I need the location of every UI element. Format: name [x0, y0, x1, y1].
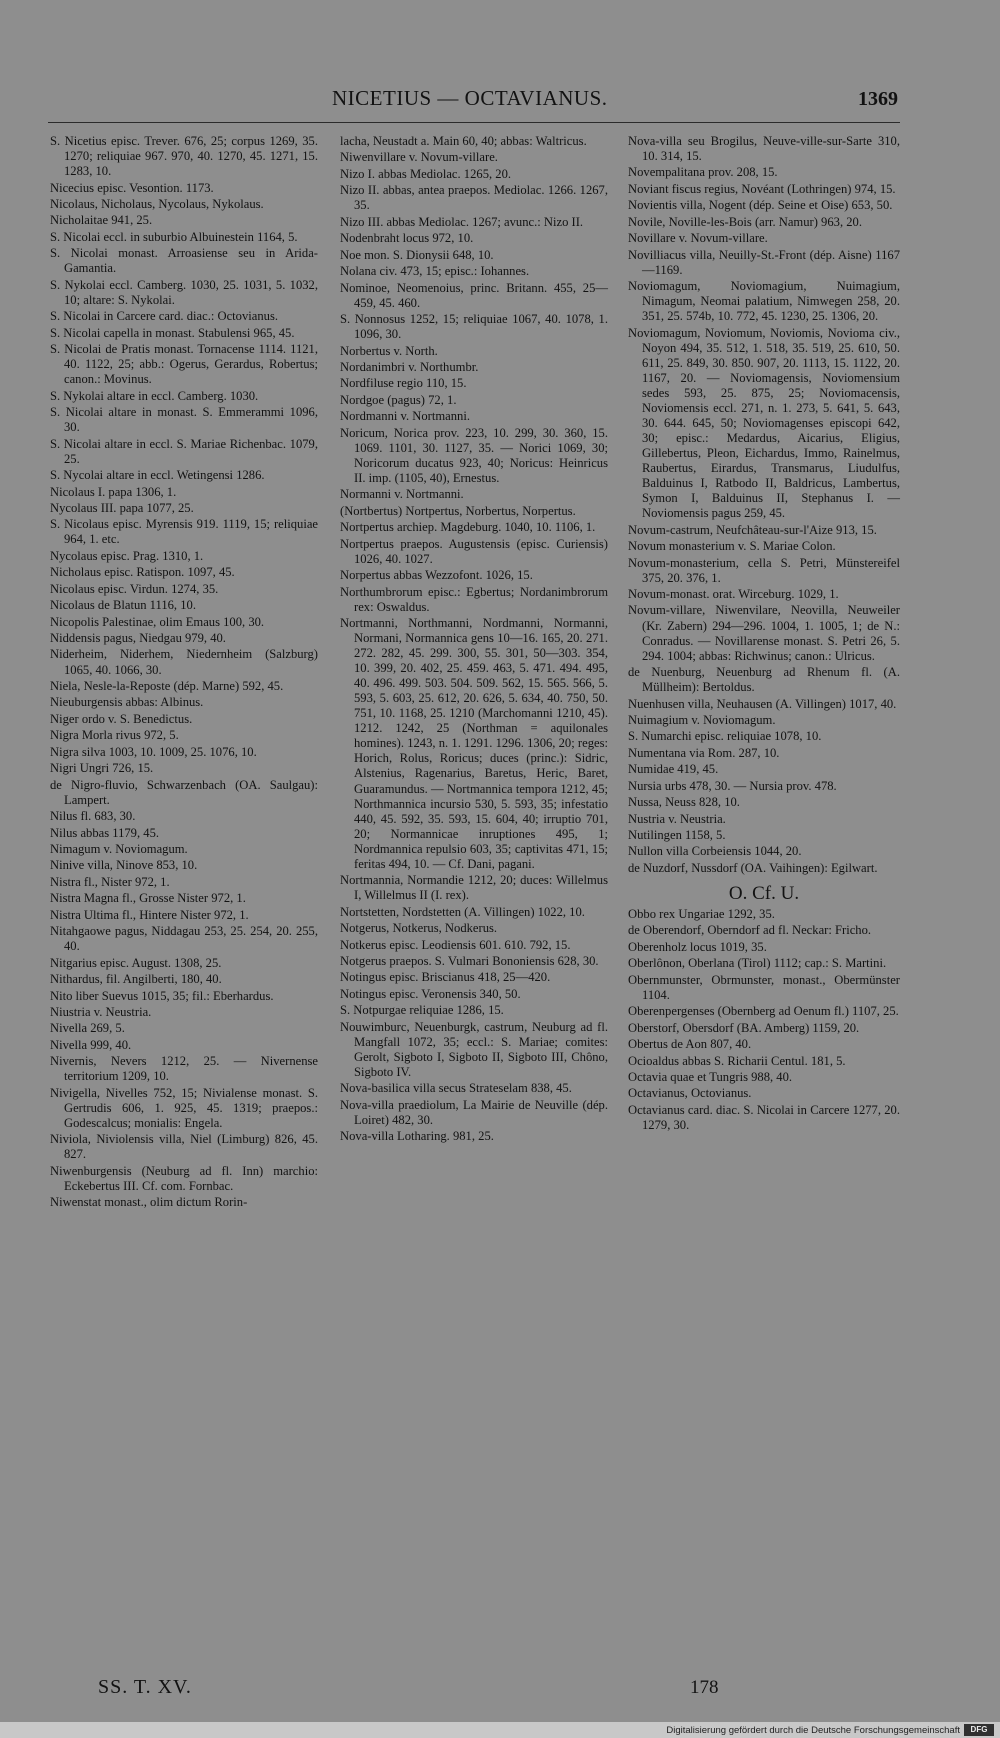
- index-entry: Nutilingen 1158, 5.: [628, 828, 726, 843]
- index-entry: Nistra fl., Nister 972, 1.: [50, 874, 170, 889]
- index-entry: de Nuenburg, Neuenburg ad Rhenum fl. (A. Müllheim): Bertoldus.: [628, 665, 900, 695]
- index-column-1: [50, 134, 318, 1212]
- index-entry: Nominoe, Neomenoius, princ. Britann. 455, 25—459, 45. 460.: [340, 280, 608, 310]
- index-entry: S. Nicolaus episc. Myrensis 919. 1119, 15; reliquiae 964, 1. etc.: [50, 517, 318, 547]
- index-entry: (Nortbertus) Nortpertus, Norbertus, Norpertus.: [340, 503, 576, 518]
- index-column-2: [340, 134, 608, 1146]
- index-entry: Nitahgaowe pagus, Niddagau 253, 25. 254, 20. 255, 40.: [50, 924, 318, 954]
- index-entry: Octavia quae et Tungris 988, 40.: [628, 1070, 793, 1084]
- index-entry: Nivernis, Nevers 1212, 25. — Nivernense territorium 1209, 10.: [50, 1054, 318, 1084]
- index-entry: Notgerus praepos. S. Vulmari Bononiensis 628, 30.: [340, 953, 599, 968]
- sheet-number: 178: [690, 1677, 719, 1698]
- index-entry: S. Nicolai monast. Arroasiense seu in Arida-Gamantia.: [50, 246, 318, 276]
- index-entry: Nordgoe (pagus) 72, 1.: [340, 392, 457, 407]
- index-entry: S. Nicolai eccl. in suburbio Albuinestein 1164, 5.: [50, 229, 298, 244]
- index-entry: Noricum, Norica prov. 223, 10. 299, 30. 360, 15. 1069. 1101, 30. 1127, 35. — Norici 1069, 30; Noricorum ducatus 923, 40; Noricus: Heinricus II. imp. (1105, 40), Ernestus.: [340, 425, 608, 485]
- index-entry: S. Nykolai eccl. Camberg. 1030, 25. 1031, 5. 1032, 10; altare: S. Nykolai.: [50, 277, 318, 307]
- index-entry: S. Nycolai altare in eccl. Wetingensi 1286.: [50, 468, 265, 483]
- index-entry: S. Numarchi episc. reliquiae 1078, 10.: [628, 729, 822, 744]
- index-entry: Nicolaus I. papa 1306, 1.: [50, 484, 177, 499]
- index-entry: Nortmannia, Normandie 1212, 20; duces: Willelmus I, Willelmus II (I. rex).: [340, 873, 608, 903]
- index-entry: Noviomagum, Noviomagium, Nuimagium, Nimagum, Neomai palatium, Nimwegen 258, 20. 351, 25. 574b, 10. 772, 45. 1230, 25. 1306, 20.: [628, 279, 900, 324]
- index-entry: Obernmunster, Obrmunster, monast., Obermünster 1104.: [628, 972, 900, 1002]
- index-entry: S. Nonnosus 1252, 15; reliquiae 1067, 40. 1078, 1. 1096, 30.: [340, 312, 608, 342]
- index-entry: Nithardus, fil. Angilberti, 180, 40.: [50, 972, 222, 987]
- index-entry: Octavianus, Octovianus.: [628, 1086, 752, 1101]
- index-entry: Nizo I. abbas Mediolac. 1265, 20.: [340, 166, 512, 181]
- index-entry: Nycolaus III. papa 1077, 25.: [50, 500, 194, 515]
- index-entry: Nito liber Suevus 1015, 35; fil.: Eberhardus.: [50, 988, 274, 1003]
- index-entry: Nullon villa Corbeiensis 1044, 20.: [628, 844, 802, 859]
- index-entry: Novilliacus villa, Neuilly-St.-Front (dép. Aisne) 1167—1169.: [628, 247, 900, 277]
- index-entry: de Nuzdorf, Nussdorf (OA. Vaihingen): Egilwart.: [628, 860, 878, 875]
- index-entry: Nuimagium v. Noviomagum.: [628, 712, 776, 727]
- index-entry: Nodenbraht locus 972, 10.: [340, 231, 474, 246]
- funding-credit: Digitalisierung gefördert durch die Deutsche Forschungsgemeinschaft: [666, 1725, 960, 1736]
- index-entry: Nortpertus praepos. Augustensis (episc. Curiensis) 1026, 40. 1027.: [340, 536, 608, 566]
- index-column-3: [628, 134, 900, 1134]
- page-number: 1369: [858, 88, 898, 110]
- index-entry: Nussa, Neuss 828, 10.: [628, 795, 740, 810]
- index-entry: S. Nicolai altare in monast. S. Emmerammi 1096, 30.: [50, 405, 318, 435]
- index-entry: Norpertus abbas Wezzofont. 1026, 15.: [340, 568, 533, 583]
- index-entry: Nova-villa praediolum, La Mairie de Neuville (dép. Loiret) 482, 30.: [340, 1097, 608, 1127]
- index-entry: Nilus fl. 683, 30.: [50, 809, 136, 824]
- index-entry: S. Nicolai altare in eccl. S. Mariae Richenbac. 1079, 25.: [50, 436, 318, 466]
- index-entry: Octavianus card. diac. S. Nicolai in Carcere 1277, 20. 1279, 30.: [628, 1102, 900, 1132]
- index-entry: Ocioaldus abbas S. Richarii Centul. 181, 5.: [628, 1053, 846, 1068]
- index-entry: Nitgarius episc. August. 1308, 25.: [50, 955, 222, 970]
- index-entry: Obertus de Aon 807, 40.: [628, 1037, 752, 1052]
- index-entry: Nordanimbri v. Northumbr.: [340, 359, 479, 374]
- signature-mark: SS. T. XV.: [98, 1676, 192, 1698]
- index-entry: Nordfiluse regio 110, 15.: [340, 376, 467, 391]
- index-entry: Niela, Nesle-la-Reposte (dép. Marne) 592, 45.: [50, 678, 284, 693]
- index-entry: Niwenburgensis (Neuburg ad fl. Inn) marchio: Eckebertus III. Cf. com. Fornbac.: [50, 1163, 318, 1193]
- index-entry: Nizo II. abbas, antea praepos. Mediolac. 1266. 1267, 35.: [340, 183, 608, 213]
- index-entry: Novum-monasterium, cella S. Petri, Münstereifel 375, 20. 376, 1.: [628, 555, 900, 585]
- index-entry: Nordmanni v. Nortmanni.: [340, 409, 470, 424]
- index-entry: S. Nicolai capella in monast. Stabulensi 965, 45.: [50, 325, 295, 340]
- index-entry: Nolana civ. 473, 15; episc.: Iohannes.: [340, 264, 530, 279]
- index-entry: Nustria v. Neustria.: [628, 811, 726, 826]
- index-entry: Nicholaitae 941, 25.: [50, 213, 153, 228]
- index-entry: Numidae 419, 45.: [628, 762, 719, 777]
- index-entry: S. Nicolai de Pratis monast. Tornacense 1114. 1121, 40. 1122, 25; abb.: Ogerus, Gerardus, Robertus; canon.: Movinus.: [50, 342, 318, 387]
- index-entry: Niustria v. Neustria.: [50, 1004, 152, 1019]
- index-entry: Notgerus, Notkerus, Nodkerus.: [340, 921, 498, 936]
- index-entry: Novientis villa, Nogent (dép. Seine et Oise) 653, 50.: [628, 198, 893, 213]
- index-entry: Nilus abbas 1179, 45.: [50, 825, 160, 840]
- index-entry: Novum monasterium v. S. Mariae Colon.: [628, 539, 836, 554]
- index-entry: Nouwimburc, Neuenburgk, castrum, Neuburg ad fl. Mangfall 1072, 35; eccl.: S. Mariae; comites: Gerolt, Sigboto I, Sigboto II, Sigboto III, Chôno, Sigboto IV.: [340, 1019, 608, 1079]
- index-entry: de Nigro-fluvio, Schwarzenbach (OA. Saulgau): Lampert.: [50, 777, 318, 807]
- index-entry: Nistra Ultima fl., Hintere Nister 972, 1.: [50, 907, 249, 922]
- index-entry: Nimagum v. Noviomagum.: [50, 841, 188, 856]
- index-entry: Nicecius episc. Vesontion. 1173.: [50, 180, 214, 195]
- index-entry: Normanni v. Nortmanni.: [340, 487, 464, 502]
- index-entry: Nieuburgensis abbas: Albinus.: [50, 695, 204, 710]
- index-entry: Norbertus v. North.: [340, 343, 438, 358]
- index-entry: Nova-villa seu Brogilus, Neuve-ville-sur-Sarte 310, 10. 314, 15.: [628, 134, 900, 164]
- index-entry: Niviola, Niviolensis villa, Niel (Limburg) 826, 45. 827.: [50, 1132, 318, 1162]
- index-entry: Nursia urbs 478, 30. — Nursia prov. 478.: [628, 778, 837, 793]
- index-entry: Novum-monast. orat. Wirceburg. 1029, 1.: [628, 587, 839, 602]
- index-entry: Oberlônon, Oberlana (Tirol) 1112; cap.: S. Martini.: [628, 956, 887, 971]
- index-entry: Niddensis pagus, Niedgau 979, 40.: [50, 631, 226, 646]
- index-entry: Oberenholz locus 1019, 35.: [628, 939, 767, 954]
- index-entry: Notkerus episc. Leodiensis 601. 610. 792, 15.: [340, 937, 571, 952]
- index-entry: de Oberendorf, Oberndorf ad fl. Neckar: Fricho.: [628, 923, 872, 938]
- index-entry: Oberstorf, Obersdorf (BA. Amberg) 1159, 20.: [628, 1020, 860, 1035]
- index-entry: Notingus episc. Veronensis 340, 50.: [340, 986, 521, 1001]
- index-entry: Novile, Noville-les-Bois (arr. Namur) 963, 20.: [628, 214, 862, 229]
- index-entry: Niger ordo v. S. Benedictus.: [50, 711, 193, 726]
- section-letter-heading: O. Cf. U.: [728, 882, 800, 904]
- index-entry: Nortstetten, Nordstetten (A. Villingen) 1022, 10.: [340, 904, 585, 919]
- index-entry: Novempalitana prov. 208, 15.: [628, 165, 778, 180]
- index-entry: Obbo rex Ungariae 1292, 35.: [628, 907, 775, 922]
- index-entry: Nivella 269, 5.: [50, 1021, 125, 1036]
- index-entry: S. Nykolai altare in eccl. Camberg. 1030.: [50, 388, 259, 403]
- index-entry: Niwenstat monast., olim dictum Rorin-: [50, 1195, 248, 1210]
- running-title: NICETIUS — OCTAVIANUS.: [332, 86, 608, 110]
- index-entry: Novum-castrum, Neufchâteau-sur-l'Aize 913, 15.: [628, 522, 877, 537]
- index-entry: S. Notpurgae reliquiae 1286, 15.: [340, 1003, 504, 1018]
- index-entry: Nivigella, Nivelles 752, 15; Nivialense monast. S. Gertrudis 606, 1. 925, 45. 1319; praepos.: Godescalcus; monialis: Engela.: [50, 1085, 318, 1130]
- index-entry: Noviomagum, Noviomum, Noviomis, Novioma civ., Noyon 494, 35. 512, 1. 518, 35. 519, 25. 610, 50. 611, 25. 849, 30. 850. 907, 20. 1113, 15. 1122, 20. 1167, 20. — Noviomagensis, Noviomensium sedes 593, 25. 875, 25; Noviomacensis, Noviomensis eccl. 271, n. 1. 273, 5. 641, 5. 643, 30. 644. 645, 50; Noviomagenses episcopi 642, 30; episc.: Medardus, Aicarius, Eligius, Gillebertus, Pleon, Eichardus, Immo, Rainelmus, Raubertus, Eirardus, Transmarus, Liudulfus, Balduinus I, Ratbodo II, Baldricus, Lambertus, Symon I, Balduinus II, Stephanus I. — Noviomensis pagus 259, 45.: [628, 325, 900, 521]
- index-entry: Niwenvillare v. Novum-villare.: [340, 150, 498, 165]
- index-entry: Notingus episc. Briscianus 418, 25—420.: [340, 970, 551, 985]
- index-entry: Niderheim, Niderhem, Niedernheim (Salzburg) 1065, 40. 1066, 30.: [50, 647, 318, 677]
- index-entry: Noe mon. S. Dionysii 648, 10.: [340, 247, 494, 262]
- index-entry: Novillare v. Novum-villare.: [628, 231, 768, 246]
- index-entry: Nicolaus, Nicholaus, Nycolaus, Nykolaus.: [50, 196, 264, 211]
- header-rule: [48, 122, 900, 123]
- index-entry: lacha, Neustadt a. Main 60, 40; abbas: Waltricus.: [340, 134, 587, 148]
- index-entry: Nistra Magna fl., Grosse Nister 972, 1.: [50, 891, 246, 906]
- index-entry: Nigri Ungri 726, 15.: [50, 761, 154, 776]
- index-entry: Nicolaus episc. Virdun. 1274, 35.: [50, 581, 219, 596]
- index-entry: Northumbrorum episc.: Egbertus; Nordanimbrorum rex: Oswaldus.: [340, 584, 608, 614]
- index-entry: S. Nicolai in Carcere card. diac.: Octovianus.: [50, 309, 279, 324]
- index-entry: S. Nicetius episc. Trever. 676, 25; corpus 1269, 35. 1270; reliquiae 967. 970, 40. 1270, 45. 1271, 15. 1283, 10.: [50, 134, 318, 179]
- dfg-logo-icon: DFG: [964, 1724, 994, 1736]
- index-entry: Nicopolis Palestinae, olim Emaus 100, 30.: [50, 614, 265, 629]
- index-entry: Nigra Morla rivus 972, 5.: [50, 728, 179, 743]
- index-entry: Nortmanni, Northmanni, Nordmanni, Normanni, Normani, Normannica gens 10—16. 165, 20. 271. 272. 282, 45. 299. 300, 55. 301, 50—303. 354, 10. 399, 20. 402, 25. 459. 463, 5. 471. 494. 495, 40. 496. 499. 503. 504. 509. 562, 15. 565. 566, 5. 593, 5. 603, 25. 612, 20. 626, 5. 634, 40. 750, 50. 751, 10. 1168, 25. 1210 (Marchomanni 1210, 45). 1212. 1242, 25 (Northman = aquilonales homines). 1243, n. 1. 1291. 1296. 1306, 20; reges: Horich, Rolus, Roricus; duces (princ.): Sidric, Alstenius, Ragenarius, Baretus, Heric, Baret, Guaramundus. — Nortmannica tempora 1212, 45; Northmannica incursio 530, 5. 593, 35; infestatio 440, 45. 592, 35. 593, 15. 604, 40; irruptio 701, 20; Normannicae inruptiones 495, 1; Nordmannica repulsio 603, 35; captivitas 471, 15; feritas 494, 10. — Cf. Dani, pagani.: [340, 616, 608, 871]
- index-entry: Nigra silva 1003, 10. 1009, 25. 1076, 10.: [50, 744, 257, 759]
- index-entry: Nicolaus de Blatun 1116, 10.: [50, 598, 196, 613]
- index-entry: Nortpertus archiep. Magdeburg. 1040, 10. 1106, 1.: [340, 520, 596, 535]
- index-entry: Nova-villa Lotharing. 981, 25.: [340, 1129, 494, 1144]
- index-entry: Oberenpergenses (Obernberg ad Oenum fl.) 1107, 25.: [628, 1004, 899, 1019]
- index-entry: Nova-basilica villa secus Strateselam 838, 45.: [340, 1081, 572, 1096]
- index-entry: Numentana via Rom. 287, 10.: [628, 745, 780, 760]
- index-entry: Novum-villare, Niwenvilare, Neovilla, Neuweiler (Kr. Zabern) 294—296. 1004, 1. 1005, 1; de N.: Conradus. — Novillarense monast. S. Petri 26, 5. 294. 1004; abbas: Richwinus; canon.: Ulricus.: [628, 603, 900, 663]
- index-entry: Nivella 999, 40.: [50, 1037, 132, 1052]
- index-entry: Nycolaus episc. Prag. 1310, 1.: [50, 548, 204, 563]
- index-entry: Nuenhusen villa, Neuhausen (A. Villingen) 1017, 40.: [628, 696, 897, 711]
- index-entry: Nizo III. abbas Mediolac. 1267; avunc.: Nizo II.: [340, 214, 584, 229]
- index-entry: Nicholaus episc. Ratispon. 1097, 45.: [50, 565, 235, 580]
- index-entry: Ninive villa, Ninove 853, 10.: [50, 858, 198, 873]
- index-entry: Noviant fiscus regius, Novéant (Lothringen) 974, 15.: [628, 181, 896, 196]
- page-header: [0, 86, 1000, 118]
